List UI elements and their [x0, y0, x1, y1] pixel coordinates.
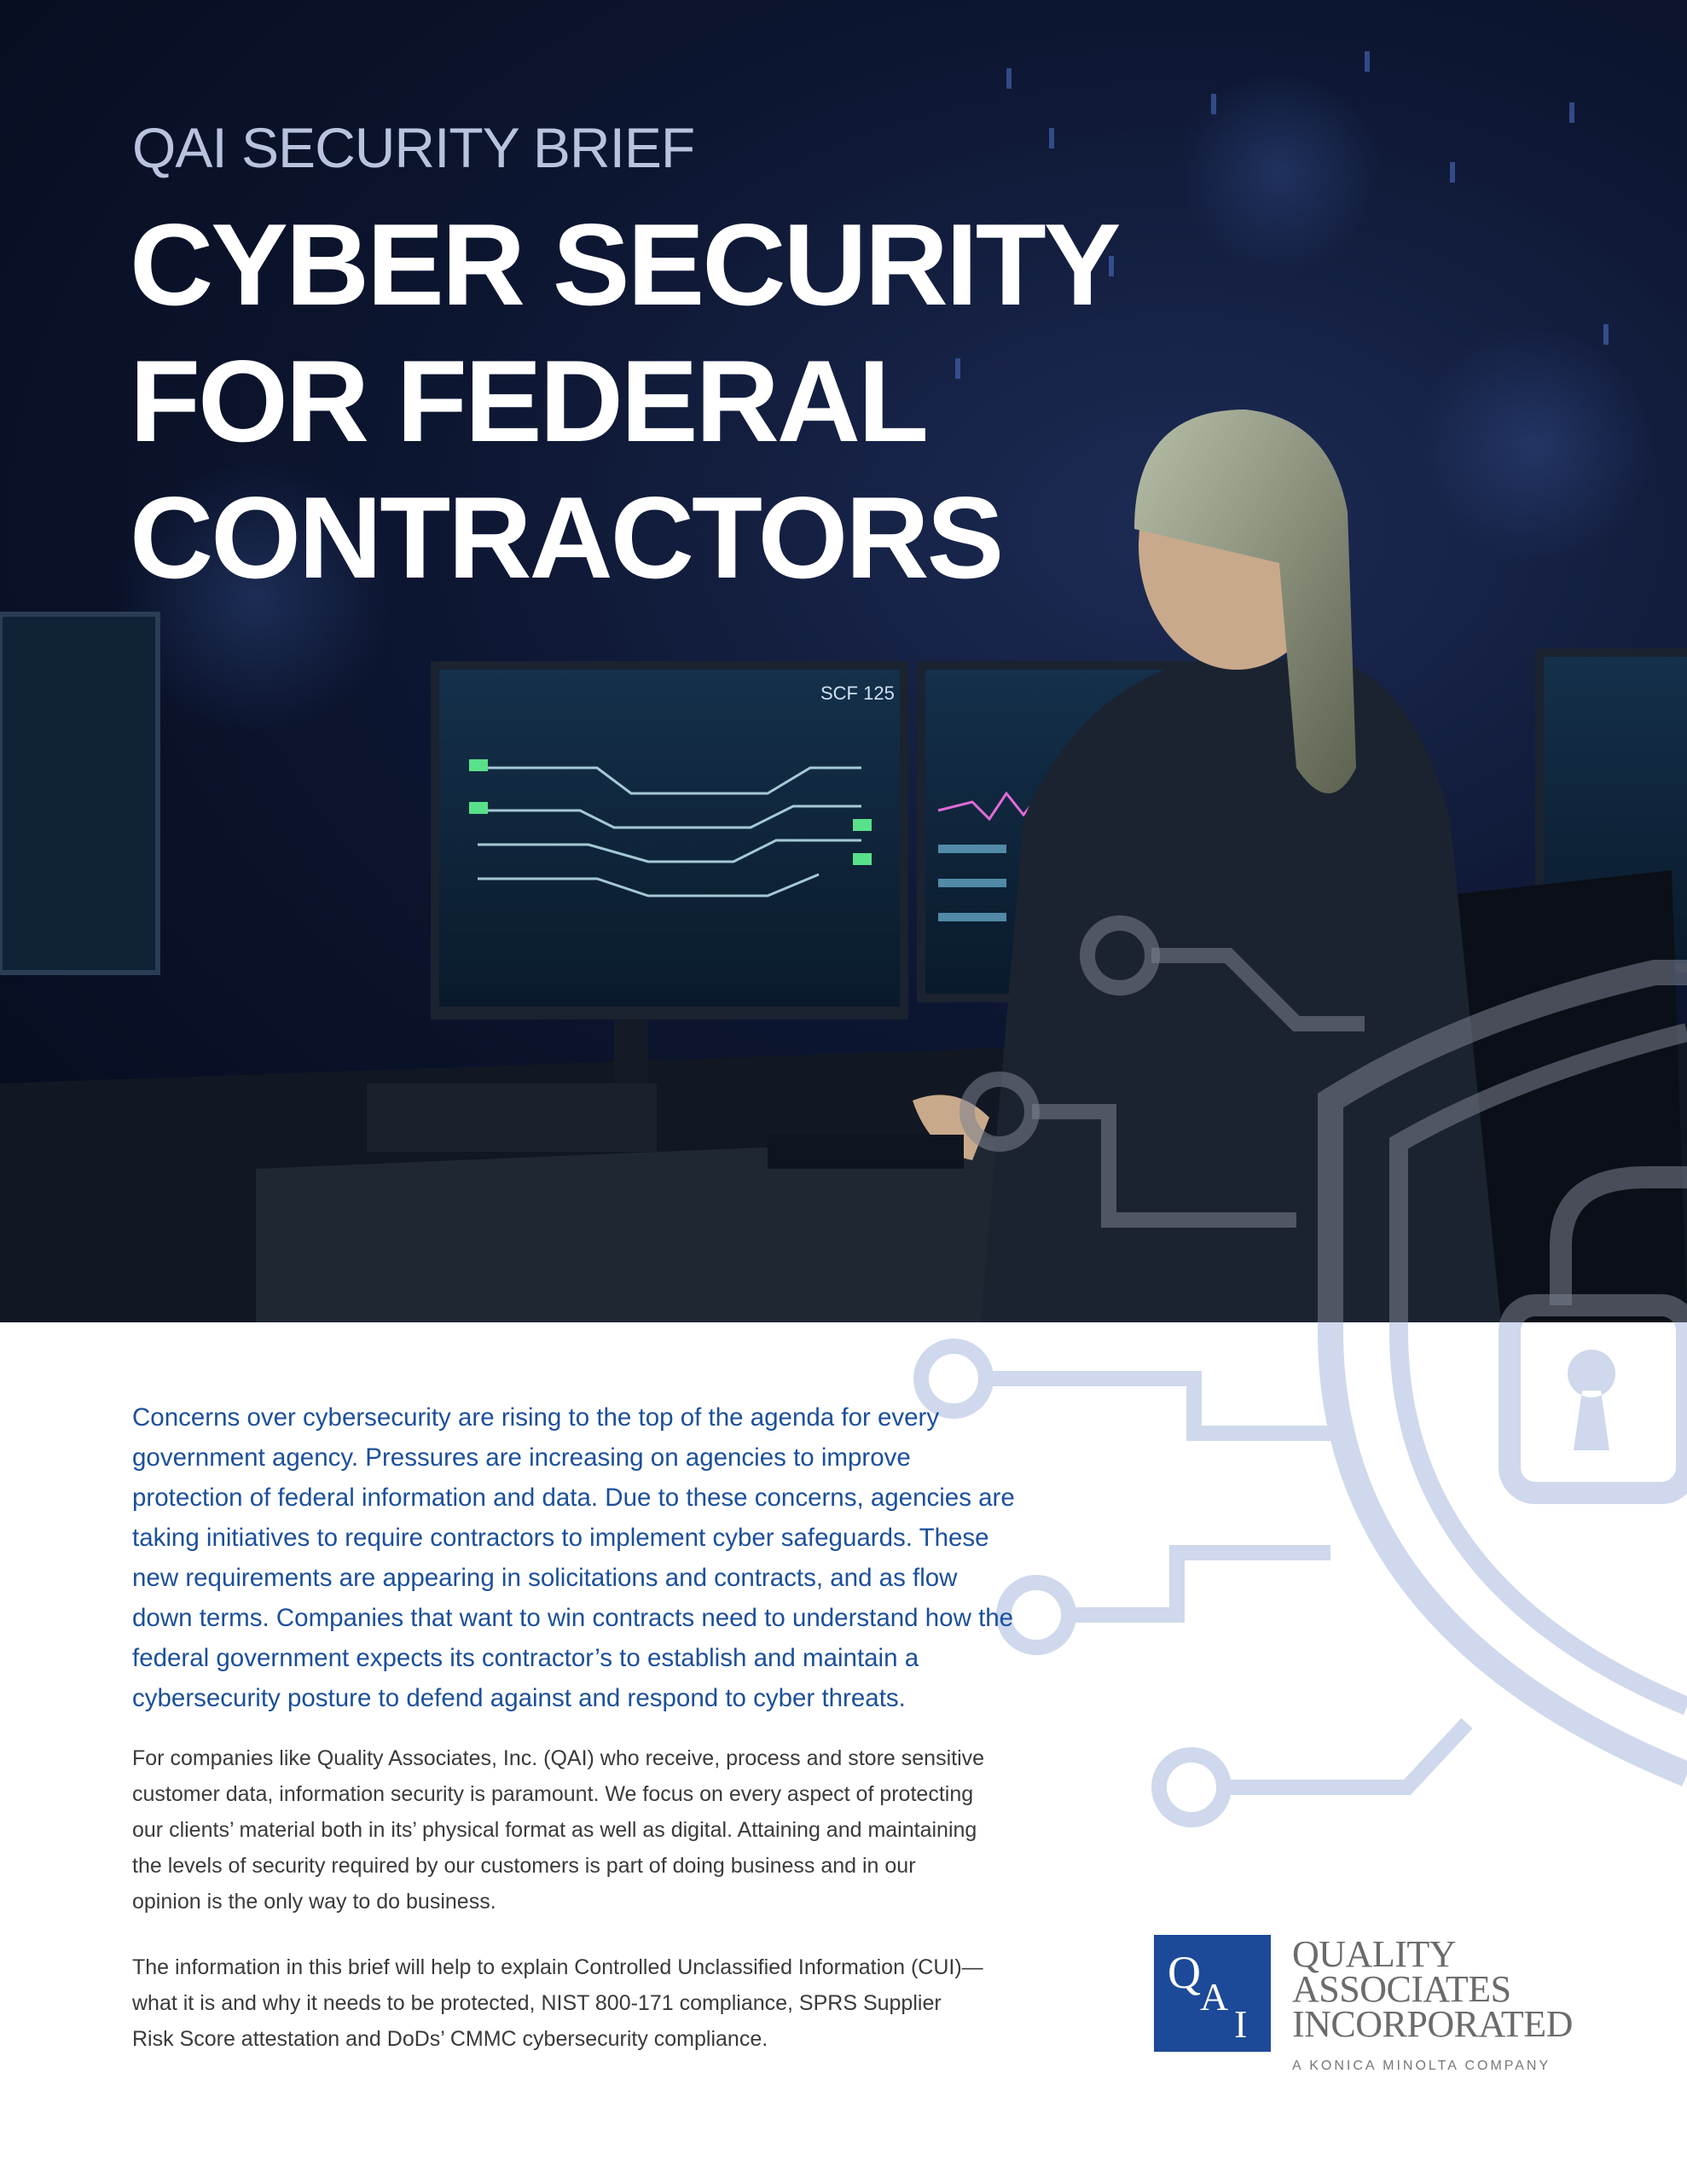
body-paragraph: The information in this brief will help to explain Controlled Unclassified Information (CUI)—what it is and why it needs to be protected, NIST 800-171 compliance, SPRS Supplier Risk Score attestation and DoDs’ CMMC cybersecurity compliance. [132, 1955, 983, 2051]
svg-text:Q: Q [1168, 1947, 1201, 1998]
qai-logo-mark [1154, 1935, 1271, 2052]
company-name-line: QUALITY [1292, 1933, 1457, 1975]
svg-text:A: A [1200, 1975, 1229, 2018]
monitor-readout: SCF 125 [820, 682, 895, 704]
title-line: CYBER SECURITY [130, 200, 1119, 329]
company-name-line: INCORPORATED [1292, 2003, 1573, 2045]
intro-paragraph: Concerns over cybersecurity are rising to the top of the agenda for every government agency. Pressures are increasing on agencies to improve protection of federal information and data. Due to these concerns, agencies are taking initiatives to require contractors to implement cyber safeguards. These new requirements are appearing in solicitations and contracts, and as flow down terms. Companies that want to win contracts need to understand how the federal government expects its contractor’s to establish and maintain a cybersecurity posture to defend against and respond to cyber threats. [132, 1403, 1015, 1712]
title-line: FOR FEDERAL [130, 336, 927, 466]
brief-overline: QAI SECURITY BRIEF [132, 116, 695, 179]
company-name [1292, 1933, 1573, 2045]
company-tagline: A KONICA MINOLTA COMPANY [1292, 2059, 1551, 2073]
svg-text:I: I [1234, 2002, 1248, 2046]
qai-monogram-icon [1154, 1935, 1271, 2052]
company-name-line: ASSOCIATES [1292, 1968, 1511, 2010]
title-line: CONTRACTORS [130, 473, 1002, 602]
body-paragraph: For companies like Quality Associates, Inc. (QAI) who receive, process and store sensitive customer data, information security is paramount. We focus on every aspect of protecting our clients’ material both in its’ physical format as well as digital. Attaining and maintaining the levels of security required by our customers is part of doing business and in our opinion is the only way to do business. [132, 1746, 985, 1914]
